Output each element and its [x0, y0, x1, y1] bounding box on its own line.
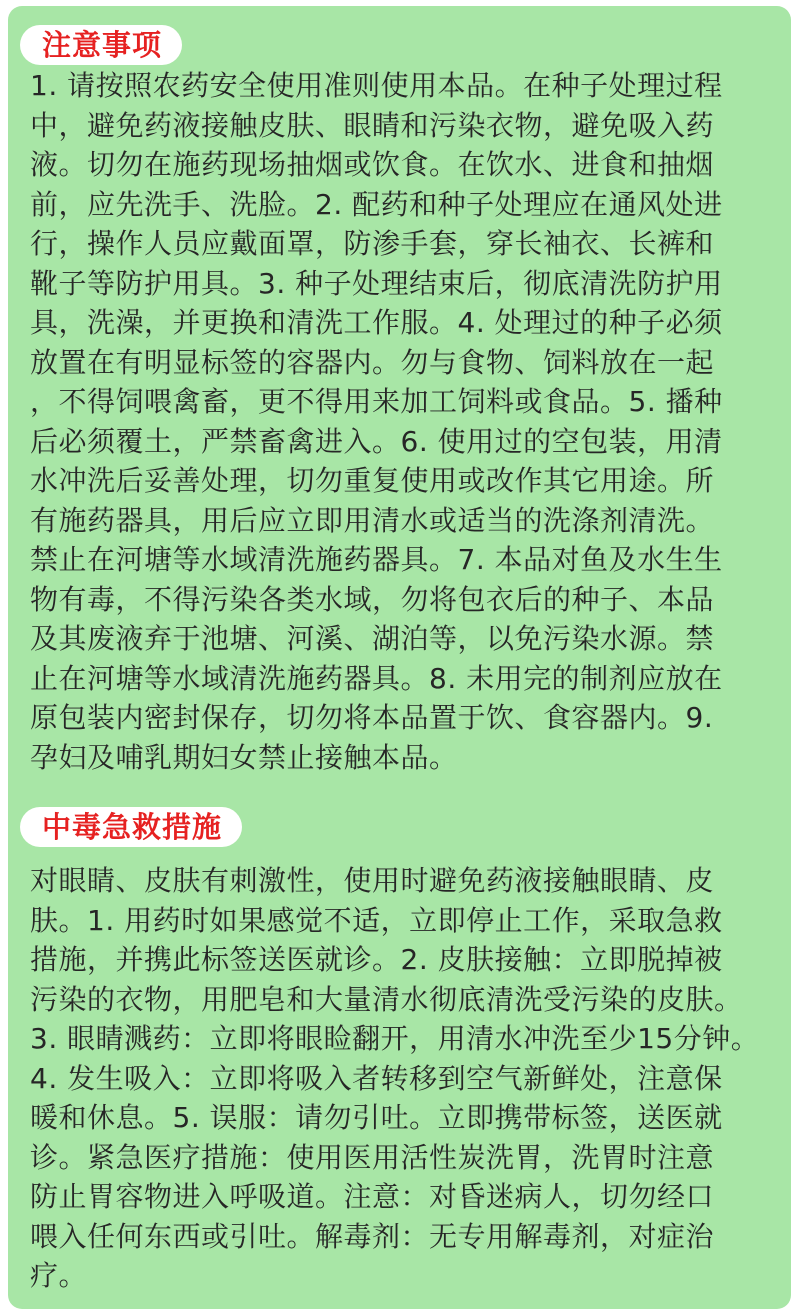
text-line: 原包装内密封保存，切勿将本品置于饮、食容器内。9. — [30, 701, 714, 734]
text-line: 止在河塘等水域清洗施药器具。8. 未用完的制剂应放在 — [30, 661, 723, 695]
text-line: 4. 发生吸入：立即将吸入者转移到空气新鲜处，注意保 — [30, 1061, 723, 1095]
text-line: 对眼睛、皮肤有刺激性，使用时避免药液接触眼睛、皮 — [30, 864, 715, 897]
text-line: 物有毒，不得污染各类水域，勿将包衣后的种子、本品 — [30, 582, 715, 616]
text-line: 喂入任何东西或引吐。解毒剂：无专用解毒剂，对症治 — [30, 1219, 715, 1253]
first-aid-text — [30, 861, 790, 1296]
text-line: 前，应先洗手、洗脸。2. 配药和种子处理应在通风处进 — [30, 187, 723, 221]
text-line: 暖和休息。5. 误服：请勿引吐。立即携带标签，送医就 — [30, 1101, 723, 1134]
section-heading-first-aid: 中毒急救措施 — [20, 807, 242, 847]
text-line: 孕妇及哺乳期妇女禁止接触本品。 — [30, 740, 458, 774]
text-line: 放置在有明显标签的容器内。勿与食物、饲料放在一起 — [30, 345, 715, 379]
text-line: 后必须覆土，严禁畜禽进入。6. 使用过的空包装，用清 — [30, 424, 723, 458]
text-line: 疗。 — [30, 1259, 88, 1292]
text-line: 水冲洗后妥善处理，切勿重复使用或改作其它用途。所 — [30, 464, 715, 497]
text-line: 中，避免药液接触皮肤、眼睛和污染衣物，避免吸入药 — [30, 108, 715, 142]
text-line: 污染的衣物，用肥皂和大量清水彻底清洗受污染的皮肤。 — [30, 982, 743, 1016]
precautions-text — [30, 66, 790, 777]
text-line: 行，操作人员应戴面罩，防渗手套，穿长袖衣、长裤和 — [30, 227, 715, 260]
section-heading-precautions: 注意事项 — [20, 25, 182, 65]
text-line: 及其废液弃于池塘、河溪、湖泊等，以免污染水源。禁 — [30, 622, 715, 655]
text-line: 具，洗澡，并更换和清洗工作服。4. 处理过的种子必须 — [30, 306, 723, 339]
label-panel — [8, 6, 791, 1309]
text-line: 诊。紧急医疗措施：使用医用活性炭洗胃，洗胃时注意 — [30, 1140, 715, 1174]
text-line: ，不得饲喂禽畜，更不得用来加工饲料或食品。5. 播种 — [30, 385, 723, 418]
text-line: 3. 眼睛溅药：立即将眼睑翻开，用清水冲洗至少15分钟。 — [30, 1022, 760, 1055]
text-line: 措施，并携此标签送医就诊。2. 皮肤接触：立即脱掉被 — [30, 943, 723, 976]
text-line: 液。切勿在施药现场抽烟或饮食。在饮水、进食和抽烟 — [30, 148, 715, 181]
text-line: 禁止在河塘等水域清洗施药器具。7. 本品对鱼及水生生 — [30, 543, 723, 576]
text-line: 有施药器具，用后应立即用清水或适当的洗涤剂清洗。 — [30, 503, 715, 537]
text-line: 肤。1. 用药时如果感觉不适，立即停止工作，采取急救 — [30, 903, 723, 937]
text-line: 1. 请按照农药安全使用准则使用本品。在种子处理过程 — [30, 69, 723, 102]
text-line: 靴子等防护用具。3. 种子处理结束后，彻底清洗防护用 — [30, 266, 723, 300]
text-line: 防止胃容物进入呼吸道。注意：对昏迷病人，切勿经口 — [30, 1180, 715, 1213]
